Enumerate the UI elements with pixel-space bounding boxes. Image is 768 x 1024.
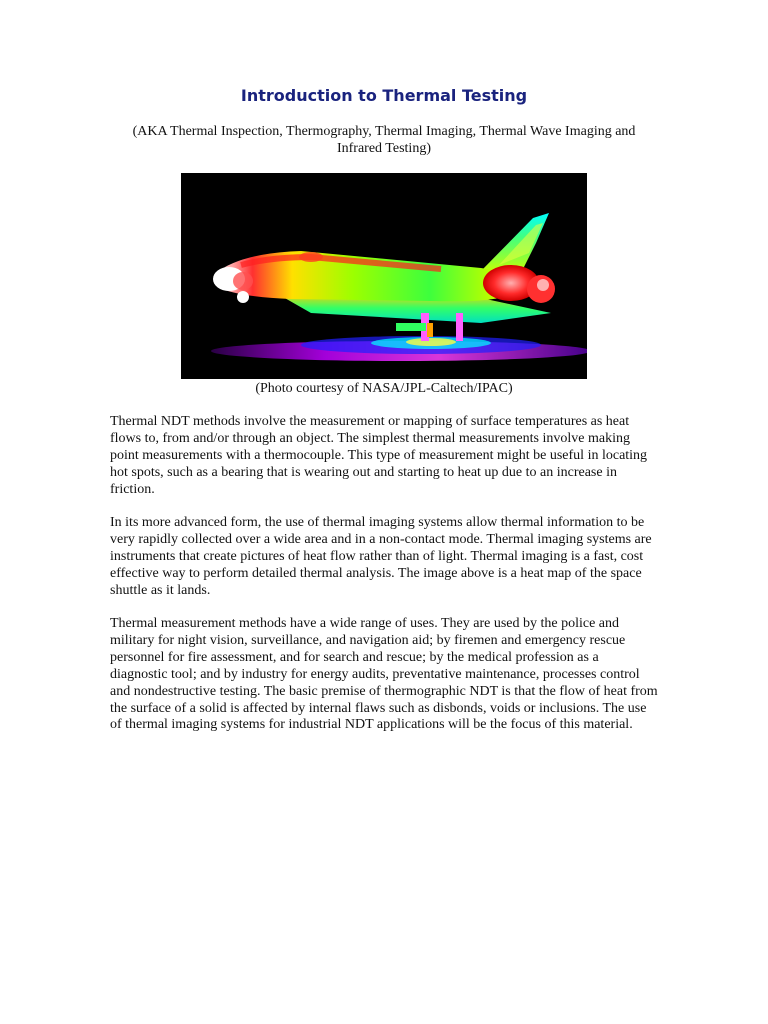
image-caption: (Photo courtesy of NASA/JPL-Caltech/IPAC): [255, 381, 513, 396]
page-subtitle: (AKA Thermal Inspection, Thermography, Thermal Imaging, Thermal Wave Imaging and Infrared Testing): [132, 124, 636, 156]
paragraph-3: Thermal measurement methods have a wide range of uses. They are used by the police and military for night vision, surveillance, and navigation aid; by firemen and emergency rescue personnel for fire assessment, and for search and rescue; by the medical profession as a diagnostic tool; and by industry for energy audits, preventative maintenance, processes control and nondestructive testing. The basic premise of thermographic NDT is that the flow of heat from the surface of a solid is affected by internal flaws such as disbonds, voids or inclusions. The use of thermal imaging systems for industrial NDT applications will be the focus of this material.: [110, 616, 658, 733]
shuttle-heat-map: [181, 173, 587, 379]
paragraph-2: In its more advanced form, the use of thermal imaging systems allow thermal information to be very rapidly collected over a wide area and in a non-contact mode. Thermal imaging systems are instruments that create pictures of heat flow rather than of light. Thermal imaging is a fast, cost effective way to perform detailed thermal analysis. The image above is a heat map of the space shuttle as it lands.: [110, 515, 652, 598]
thermal-image-space-shuttle: [181, 173, 587, 379]
page-title: Introduction to Thermal Testing: [240, 86, 528, 105]
paragraph-1: Thermal NDT methods involve the measurement or mapping of surface temperatures as heat flows to, from and/or through an object. The simplest thermal measurements involve making point measurements with a thermocouple. This type of measurement might be useful in locating hot spots, such as a bearing that is wearing out and starting to heat up due to an increase in friction.: [110, 414, 648, 497]
